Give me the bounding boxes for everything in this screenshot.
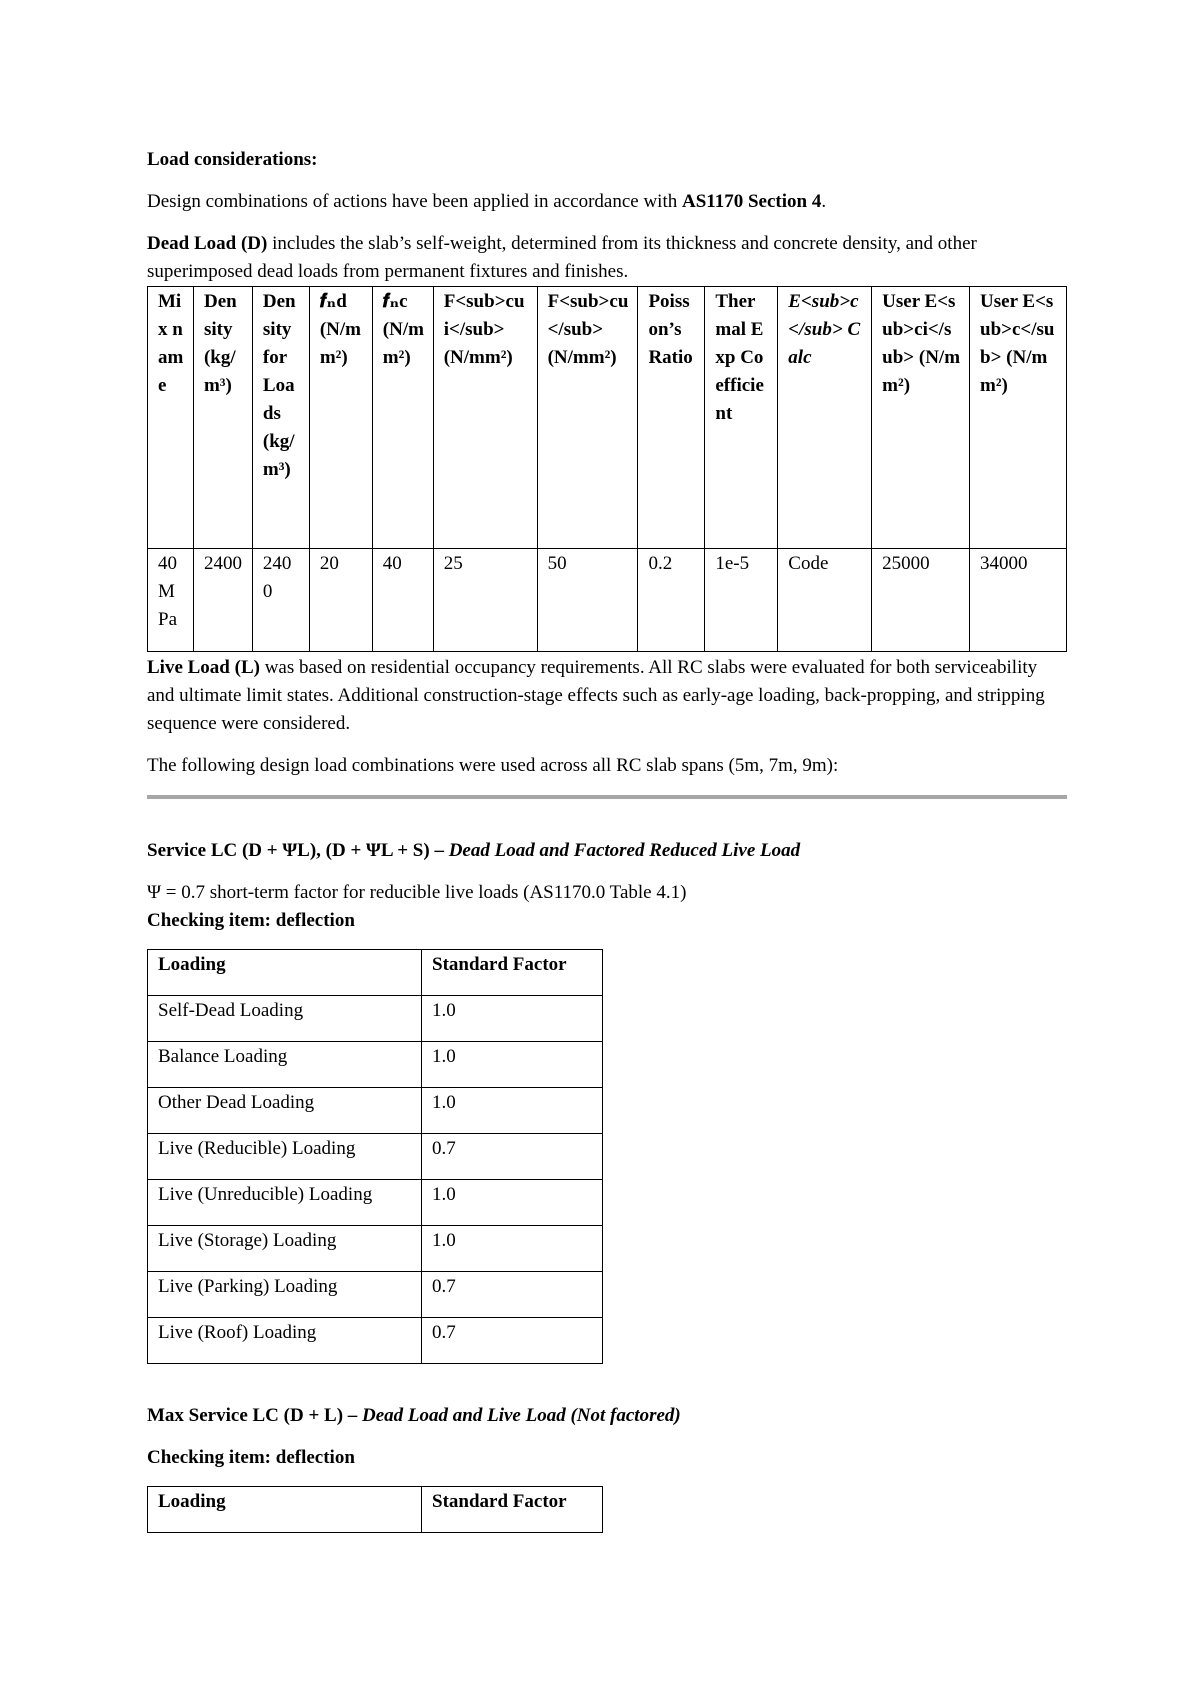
header-cell: Loading bbox=[148, 950, 422, 996]
document-page bbox=[147, 146, 1067, 1533]
intro-end: . bbox=[821, 191, 827, 212]
table-cell: Live (Storage) Loading bbox=[148, 1226, 422, 1272]
table-cell: Balance Loading bbox=[148, 1042, 422, 1088]
header-cell: Loading bbox=[148, 1487, 422, 1533]
service-checking-item: Checking item: deflection bbox=[147, 910, 355, 931]
table-cell: 1e-5 bbox=[705, 549, 778, 652]
header-cell: F<sub>cu</sub> (N/mm²) bbox=[537, 287, 638, 549]
header-cell: E<sub>c</sub> Calc bbox=[778, 287, 872, 549]
live-load-paragraph bbox=[147, 654, 1067, 738]
dead-load-text: includes the slab’s self-weight, determined from its thickness and concrete density, and other superimposed dead loads from permanent fixtures and finishes. bbox=[147, 233, 977, 282]
table-cell: 1.0 bbox=[422, 1042, 603, 1088]
psi-note: Ψ = 0.7 short-term factor for reducible live loads (AS1170.0 Table 4.1) bbox=[147, 882, 687, 903]
table-cell: 40 bbox=[372, 549, 433, 652]
intro-text: Design combinations of actions have been applied in accordance with bbox=[147, 191, 682, 212]
header-cell: Poisson’s Ratio bbox=[638, 287, 705, 549]
service-lc-title bbox=[147, 837, 1067, 865]
table-cell: 0.7 bbox=[422, 1318, 603, 1364]
concrete-mix-table bbox=[147, 286, 1067, 652]
table-cell: Live (Unreducible) Loading bbox=[148, 1180, 422, 1226]
service-lc-subtitle: Dead Load and Factored Reduced Live Load bbox=[448, 840, 801, 861]
table-row bbox=[148, 1180, 603, 1226]
horizontal-rule bbox=[147, 795, 1067, 799]
table-row bbox=[148, 1088, 603, 1134]
table-cell: 0.7 bbox=[422, 1134, 603, 1180]
table-cell: Other Dead Loading bbox=[148, 1088, 422, 1134]
combos-intro: The following design load combinations were used across all RC slab spans (5m, 7m, 9m): bbox=[147, 755, 839, 776]
max-service-checking-item: Checking item: deflection bbox=[147, 1447, 355, 1468]
service-lc-title-text: Service LC (D + ΨL), (D + ΨL + S) – bbox=[147, 840, 449, 861]
max-service-factor-table bbox=[147, 1486, 603, 1533]
table-cell: Live (Reducible) Loading bbox=[148, 1134, 422, 1180]
header-cell: 𝒇ₙc (N/mm²) bbox=[372, 287, 433, 549]
table-row bbox=[148, 1272, 603, 1318]
table-row bbox=[148, 1318, 603, 1364]
table-cell: Live (Roof) Loading bbox=[148, 1318, 422, 1364]
table-row bbox=[148, 1042, 603, 1088]
factor-table-header-row bbox=[148, 1487, 603, 1533]
table-cell: Code bbox=[778, 549, 872, 652]
table-cell: 40 MPa bbox=[148, 549, 194, 652]
live-load-text: was based on residential occupancy requirements. All RC slabs were evaluated for both serviceability and ultimate limit states. Additional construction-stage effects such as early-age loading, back-propping, and stripping sequence were considered. bbox=[147, 657, 1045, 734]
table-cell: 25 bbox=[433, 549, 537, 652]
header-cell: Mix name bbox=[148, 287, 194, 549]
intro-paragraph bbox=[147, 188, 1067, 216]
table-row bbox=[148, 996, 603, 1042]
table-cell: 0.7 bbox=[422, 1272, 603, 1318]
max-service-lc-title-text: Max Service LC (D + L) – bbox=[147, 1405, 363, 1426]
standard-reference: AS1170 Section 4 bbox=[682, 191, 822, 212]
table-cell: 2400 bbox=[252, 549, 309, 652]
mix-table-header-row bbox=[148, 287, 1067, 549]
table-row bbox=[148, 1226, 603, 1272]
live-load-label: Live Load (L) bbox=[147, 657, 260, 678]
dead-load-label: Dead Load (D) bbox=[147, 233, 268, 254]
table-cell: 1.0 bbox=[422, 1180, 603, 1226]
mix-table-row bbox=[148, 549, 1067, 652]
header-cell: Thermal Exp Coefficient bbox=[705, 287, 778, 549]
table-cell: 50 bbox=[537, 549, 638, 652]
header-cell: F<sub>cui</sub> (N/mm²) bbox=[433, 287, 537, 549]
table-cell: Live (Parking) Loading bbox=[148, 1272, 422, 1318]
table-cell: 0.2 bbox=[638, 549, 705, 652]
dead-load-paragraph bbox=[147, 230, 1067, 286]
header-cell: Standard Factor bbox=[422, 950, 603, 996]
max-service-lc-subtitle: Dead Load and Live Load (Not factored) bbox=[362, 1405, 681, 1426]
section-heading: Load considerations: bbox=[147, 149, 318, 170]
table-cell: Self-Dead Loading bbox=[148, 996, 422, 1042]
table-cell: 20 bbox=[309, 549, 372, 652]
header-cell: Density (kg/m³) bbox=[193, 287, 252, 549]
header-cell: User E<sub>c</sub> (N/mm²) bbox=[970, 287, 1067, 549]
header-cell: Standard Factor bbox=[422, 1487, 603, 1533]
service-factor-table bbox=[147, 949, 603, 1364]
table-cell: 25000 bbox=[872, 549, 970, 652]
header-cell: User E<sub>ci</sub> (N/mm²) bbox=[872, 287, 970, 549]
table-cell: 2400 bbox=[193, 549, 252, 652]
table-cell: 1.0 bbox=[422, 1226, 603, 1272]
factor-table-header-row bbox=[148, 950, 603, 996]
header-cell: Density for Loads (kg/m³) bbox=[252, 287, 309, 549]
table-cell: 1.0 bbox=[422, 996, 603, 1042]
table-cell: 1.0 bbox=[422, 1088, 603, 1134]
header-cell: 𝒇ₙd (N/mm²) bbox=[309, 287, 372, 549]
max-service-lc-title bbox=[147, 1402, 1067, 1430]
table-cell: 34000 bbox=[970, 549, 1067, 652]
table-row bbox=[148, 1134, 603, 1180]
